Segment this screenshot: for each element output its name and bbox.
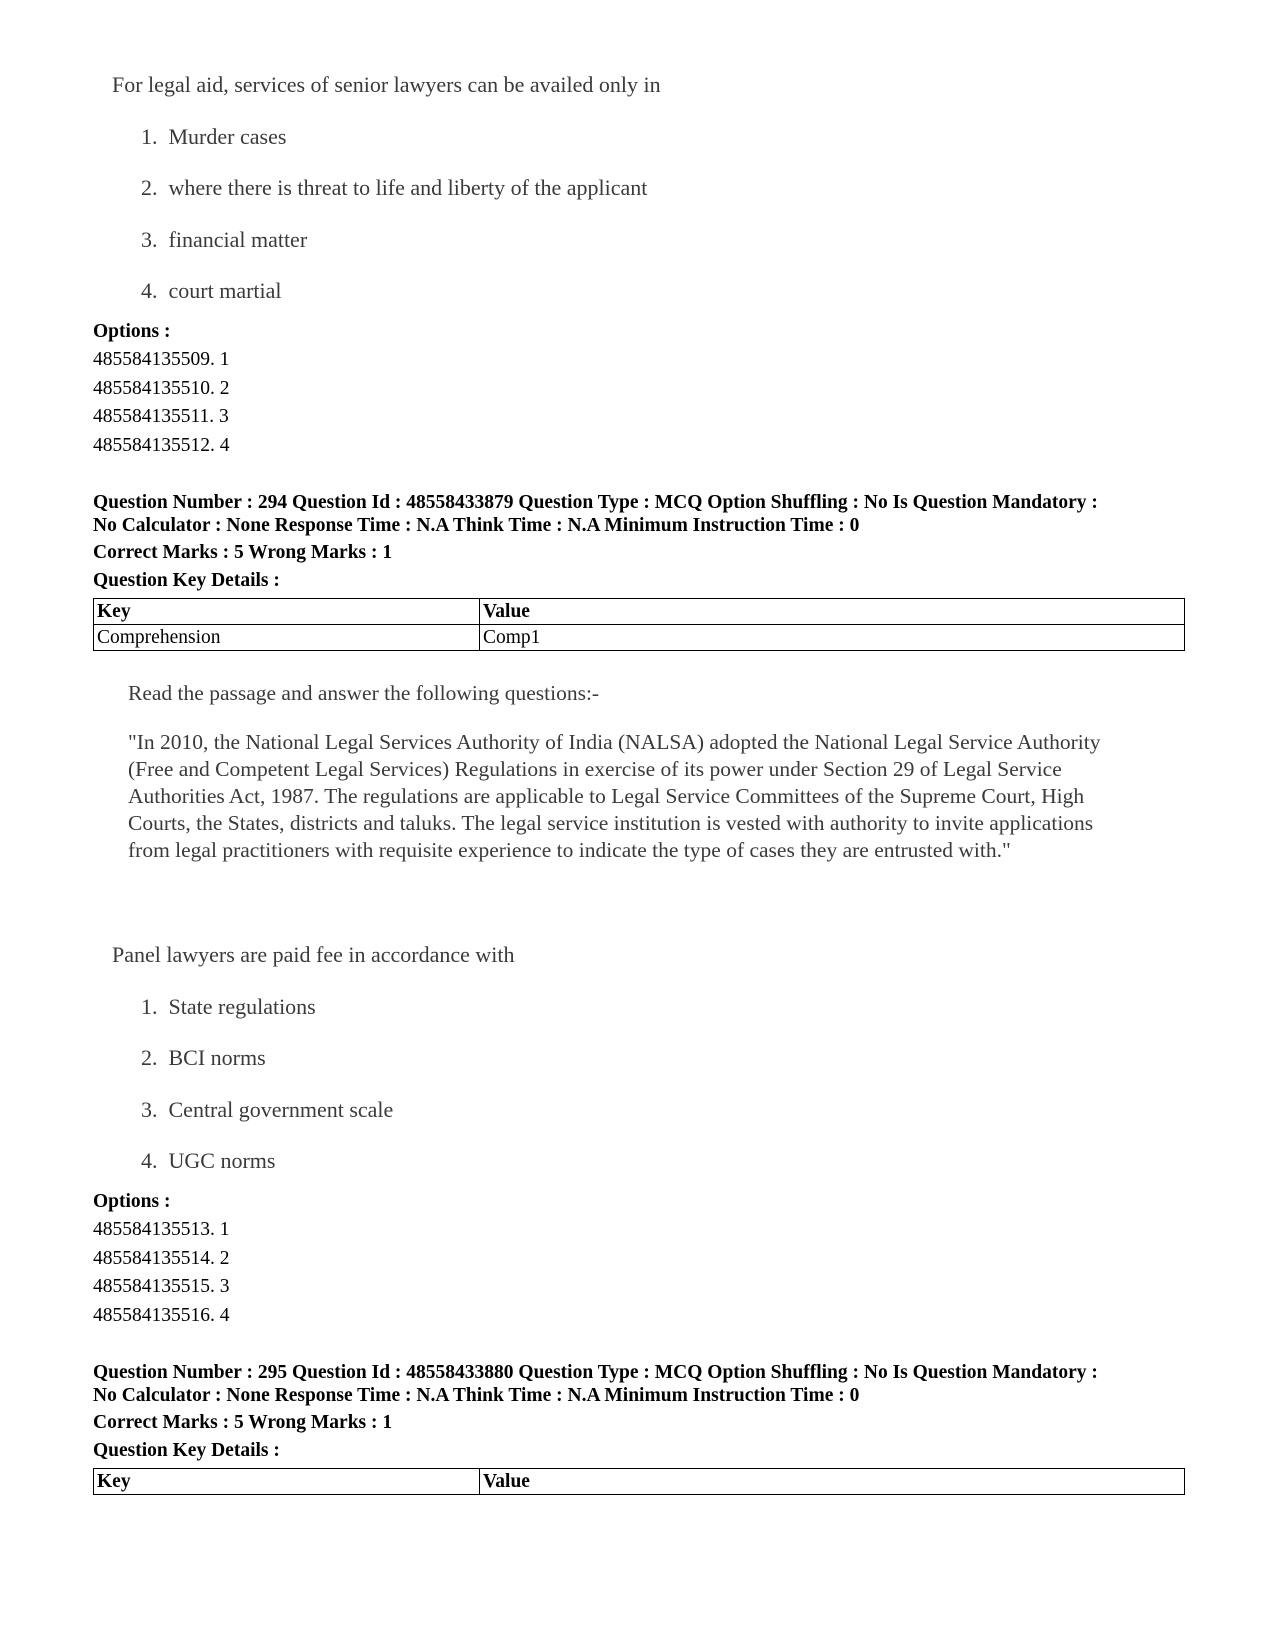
choice-text: UGC norms <box>168 1148 276 1173</box>
choice-2 <box>141 1045 266 1071</box>
question-meta <box>93 491 1193 537</box>
choice-number: 1. <box>141 994 158 1019</box>
choice-number: 1. <box>141 124 158 149</box>
marks-line: Correct Marks : 5 Wrong Marks : 1 <box>93 542 393 563</box>
table-header-row <box>94 1469 1185 1495</box>
option-id: 485584135510. 2 <box>93 377 230 399</box>
choice-text: State regulations <box>168 994 316 1019</box>
choice-text: where there is threat to life and liberty of the applicant <box>168 175 648 200</box>
table-header-key: Key <box>94 599 480 625</box>
option-id: 485584135513. 1 <box>93 1219 230 1240</box>
key-details-table <box>93 1468 1185 1495</box>
option-id: 485584135511. 3 <box>93 406 229 427</box>
choice-3 <box>141 1097 393 1123</box>
option-id: 485584135514. 2 <box>93 1247 230 1269</box>
choice-number: 2. <box>141 1045 158 1070</box>
marks-line: Correct Marks : 5 Wrong Marks : 1 <box>93 1412 393 1433</box>
choice-4 <box>141 1148 275 1174</box>
choice-4 <box>141 278 282 304</box>
table-header-value: Value <box>480 599 1185 625</box>
options-label: Options : <box>93 1191 171 1212</box>
passage-text: "In 2010, the National Legal Services Authority of India (NALSA) adopted the National Legal Service Authority (Free and Competent Legal Services) Regulations in exercise of its power under Section 29 of Legal Service Authorities Act, 1987. The regulations are applicable to Legal Service Committees of the Supreme Court, High Courts, the States, districts and taluks. The legal service institution is vested with authority to invite applications from legal practitioners with requisite experience to indicate the type of cases they are entrusted with." <box>128 730 1101 862</box>
passage-intro: Read the passage and answer the following questions:- <box>128 681 600 705</box>
option-id: 485584135512. 4 <box>93 434 230 456</box>
options-list <box>93 1216 230 1330</box>
question-meta-line-1: Question Number : 295 Question Id : 48558433880 Question Type : MCQ Option Shuffling : No Is Question Mandatory : <box>93 1362 1098 1383</box>
table-header-value: Value <box>480 1469 1185 1495</box>
question-stem: Panel lawyers are paid fee in accordance with <box>112 942 515 967</box>
table-cell-key: Comprehension <box>94 625 480 651</box>
options-list <box>93 346 230 460</box>
choice-number: 3. <box>141 1097 158 1122</box>
choice-number: 3. <box>141 227 158 252</box>
choice-number: 4. <box>141 1148 158 1173</box>
choice-2 <box>141 175 647 201</box>
table-row <box>94 625 1185 651</box>
table-header-key: Key <box>94 1469 480 1495</box>
option-id: 485584135509. 1 <box>93 349 230 370</box>
question-meta-line-2: No Calculator : None Response Time : N.A Think Time : N.A Minimum Instruction Time : 0 <box>93 515 860 536</box>
option-id: 485584135516. 4 <box>93 1304 230 1326</box>
key-details-label: Question Key Details : <box>93 570 280 591</box>
table-header-row <box>94 599 1185 625</box>
choice-number: 4. <box>141 278 158 303</box>
choice-text: financial matter <box>168 227 308 252</box>
choice-number: 2. <box>141 175 158 200</box>
option-id: 485584135515. 3 <box>93 1276 230 1297</box>
choice-1 <box>141 124 286 150</box>
choice-text: Murder cases <box>168 124 287 149</box>
choice-text: Central government scale <box>168 1097 394 1122</box>
question-stem: For legal aid, services of senior lawyers can be availed only in <box>112 72 661 97</box>
options-label: Options : <box>93 321 171 342</box>
question-meta-line-2: No Calculator : None Response Time : N.A Think Time : N.A Minimum Instruction Time : 0 <box>93 1385 860 1406</box>
choice-3 <box>141 227 307 253</box>
choice-text: court martial <box>168 278 282 303</box>
key-details-label: Question Key Details : <box>93 1440 280 1461</box>
question-meta-line-1: Question Number : 294 Question Id : 48558433879 Question Type : MCQ Option Shuffling : No Is Question Mandatory : <box>93 492 1098 513</box>
key-details-table <box>93 598 1185 651</box>
table-cell-value: Comp1 <box>480 625 1185 651</box>
choice-text: BCI norms <box>168 1045 266 1070</box>
question-meta <box>93 1361 1193 1407</box>
choice-1 <box>141 994 316 1020</box>
